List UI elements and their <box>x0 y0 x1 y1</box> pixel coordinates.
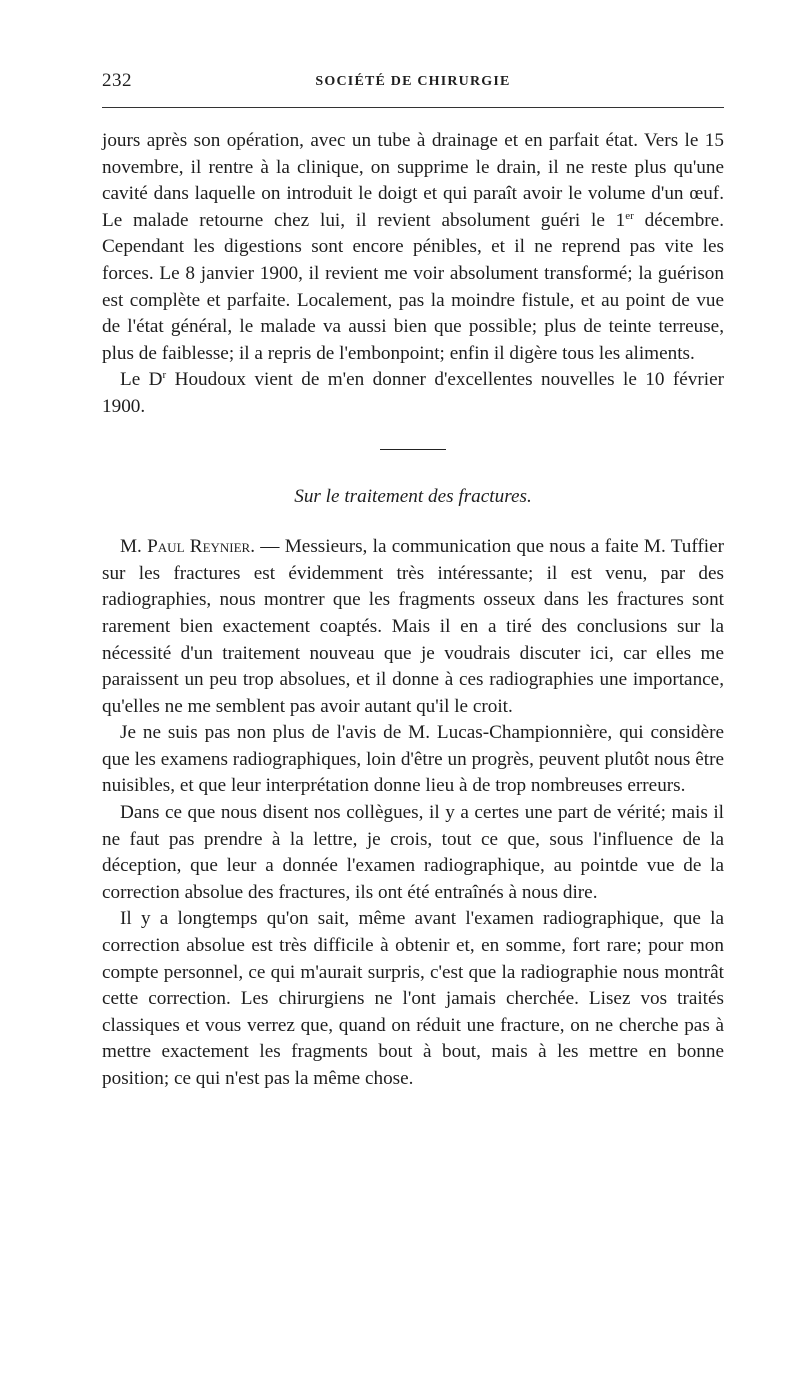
discussion-paragraph-4: Il y a longtemps qu'on sait, même avant l'examen radiographique, que la correction absolue est très difficile à obtenir et, en somme, fort rare; pour mon compte personnel, ce qui m'aurait surpris, c'est que la radiographie nous montrât cette correction. Les chirurgiens ne l'ont jamais cherchée. Lisez vos traités classiques et vous verrez que, quand on réduit une fracture, on ne cherche pas à mettre exactement les fragments bout à bout, mais à les mettre en bonne position; ce qui n'est pas la même chose. <box>102 908 724 1089</box>
discussion-paragraph-2: Je ne suis pas non plus de l'avis de M. Lucas-Championnière, qui considère que les examens radiographiques, loin d'être un progrès, peuvent plutôt nous être nuisibles, et que leur interprétation donne lieu à de trop nombreuses erreurs. <box>102 722 724 797</box>
doctor-superscript: r <box>162 369 167 382</box>
page-number: 232 <box>102 70 132 91</box>
journal-title: SOCIÉTÉ DE CHIRURGIE <box>315 74 511 89</box>
speaker-prefix: M. <box>120 536 148 558</box>
doctor-prefix: Le D <box>120 369 163 391</box>
case-report-paragraph-1 <box>102 128 724 367</box>
header-rule <box>102 107 724 108</box>
date-ordinal: 1 <box>615 209 626 231</box>
case-report-paragraph-2 <box>102 367 724 420</box>
body-text <box>102 128 724 1093</box>
case-report-text-2: décembre. Cependant les digestions sont encore pénibles, et il ne reprend pas vite les forces. Le 8 janvier 1900, il revient me voir absolument transformé; la guérison est complète et parfaite. Localement, pas la moindre fistule, et au point de vue de l'état général, le malade va aussi bien que possible; plus de teinte terreuse, plus de faiblesse; il a repris de l'embonpoint; enfin il digère tous les aliments. <box>102 209 725 364</box>
running-head <box>102 60 724 100</box>
section-title: Sur le traitement des fractures. <box>294 485 532 507</box>
page <box>102 60 725 1089</box>
speaker-name: Paul Reynier <box>147 536 251 558</box>
discussion-text-1: Messieurs, la communication que nous a faite M. Tuffier sur les fractures est évidemment très intéressante; il est venu, par des radiographies, nous montrer que les fragments osseux dans les fractures sont rarement bien exactement coaptés. Mais il en a tiré des conclusions sur la nécessité d'un traitement nouveau que je voudrais discuter ici, car elles me paraissent un peu trop absolues, et il donne à ces radiographies une importance, qu'elles ne me semblent pas avoir autant qu'il le croit. <box>102 536 725 717</box>
case-report-text-1: jours après son opération, avec un tube à drainage et en parfait état. Vers le 15 novembre, il rentre à la clinique, on supprime le drain, il ne reste plus qu'une cavité dans laquelle on introduit le doigt et qui paraît avoir le volume d'un œuf. Le malade retourne chez lui, il revient absolument guéri le <box>102 130 724 231</box>
discussion-paragraph-3: Dans ce que nous disent nos collègues, il y a certes une part de vérité; mais il ne faut pas prendre à la lettre, je crois, tout ce que, sous l'influence de la déception, que leur a donnée l'examen radiographique, au pointde vue de la correction absolue des fractures, ils ont été entraînés à nous dire. <box>102 802 724 903</box>
speaker-suffix: . — <box>250 536 285 558</box>
case-report-text-3: Houdoux vient de m'en donner d'excellentes nouvelles le 10 février 1900. <box>102 369 724 417</box>
discussion-paragraph-1 <box>102 534 724 720</box>
section-divider <box>380 449 446 450</box>
ordinal-superscript: er <box>625 209 634 222</box>
